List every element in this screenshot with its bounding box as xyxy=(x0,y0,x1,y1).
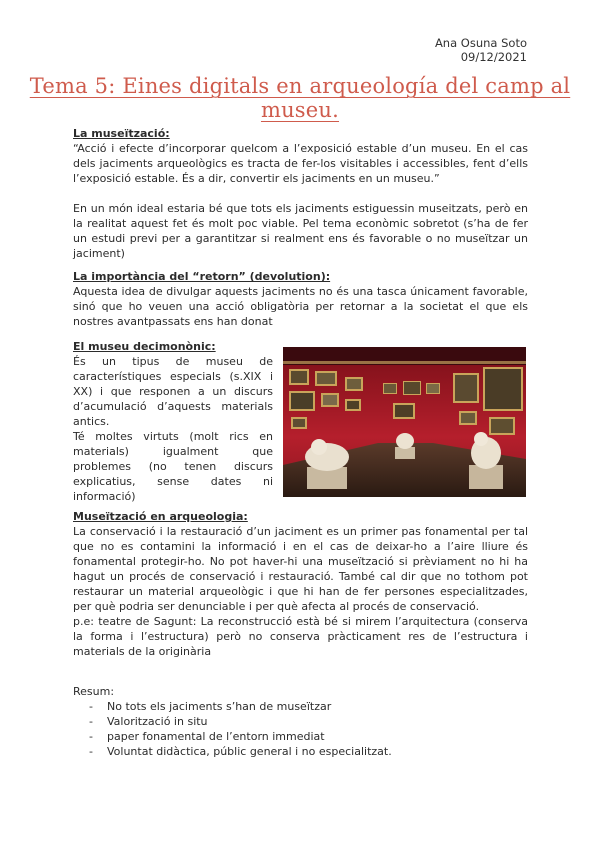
section-museitzacio xyxy=(73,126,528,261)
section-heading: El museu decimonònic: xyxy=(73,340,216,353)
example-paragraph: p.e: teatre de Sagunt: La reconstrucció està bé si mirem l’arquitectura (conserva la forma i l’estructura) però no conserva pràcticament res de l’estructura i materials de la originària xyxy=(73,615,528,658)
section-decimononic xyxy=(73,339,273,504)
museum-gallery-photo xyxy=(283,347,526,497)
document-title: Tema 5: Eines digitals en arqueología del camp al museu. xyxy=(29,74,571,122)
paragraph: Aquesta idea de divulgar aquests jaciments no és una tasca únicament favorable, sinó que ho veuen una acció obligatòria per retornar a la societat el que els nostres avantpassats ens han donat xyxy=(73,285,528,328)
section-retorn xyxy=(73,269,528,329)
list-item: - Valorització in situ xyxy=(73,714,528,729)
summary-list xyxy=(73,699,528,759)
section-heading: Resum: xyxy=(73,685,115,698)
section-heading: Museïtzació en arqueologia: xyxy=(73,510,248,523)
list-item: - Voluntat didàctica, públic general i no especialitzat. xyxy=(73,744,528,759)
section-resum xyxy=(73,684,528,759)
museum-gallery-illustration xyxy=(283,347,526,497)
list-item: - paper fonamental de l’entorn immediat xyxy=(73,729,528,744)
list-item: - No tots els jaciments s’han de museïtzar xyxy=(73,699,528,714)
definition-quote: “Acció i efecte d’incorporar quelcom a l’exposició estable d’un museu. En el cas dels jaciments arqueològics es tracta de fer-los visitables i accessibles, fent d’ells l’exposició estable. És a dir, convertir els jaciments en un museu.” xyxy=(73,142,528,185)
section-heading: La museïtzació: xyxy=(73,127,170,140)
paragraph: Té moltes virtuts (molt rics en materials) igualment que problemes (no tenen discurs explicatius, sense dates ni informació) xyxy=(73,430,273,503)
paragraph: En un món ideal estaria bé que tots els jaciments estiguessin museitzats, però en la realitat aquest fet és molt poc viable. Pel tema econòmic sobretot (s’ha de fer un estudi previ per a garantitzar si realment ens és favorable o no museïtzar un jaciment) xyxy=(73,202,528,260)
paragraph: És un tipus de museu de característiques especials (s.XIX i XX) i que responen a un discurs d’acumulació d’aquests materials antics. xyxy=(73,355,273,428)
section-heading: La importància del “retorn” (devolution): xyxy=(73,270,331,283)
paragraph: La conservació i la restauració d’un jaciment es un primer pas fonamental per tal que no es contamini la informació i en el cas de deixar-ho a l’aire lliure és fonamental protegir-ho. No pot haver-hi una museïtzació si prèviament no hi ha hagut un procés de conservació i restauració. També cal dir que no tothom pot restaurar un material arqueològic i que hi han de fer persones especialitzades, per què podria ser denunciable i per què afecta al procés de conservació. xyxy=(73,525,528,613)
section-arqueologia xyxy=(73,509,528,659)
author-name: Ana Osuna Soto xyxy=(434,36,527,50)
document-date: 09/12/2021 xyxy=(460,50,527,64)
